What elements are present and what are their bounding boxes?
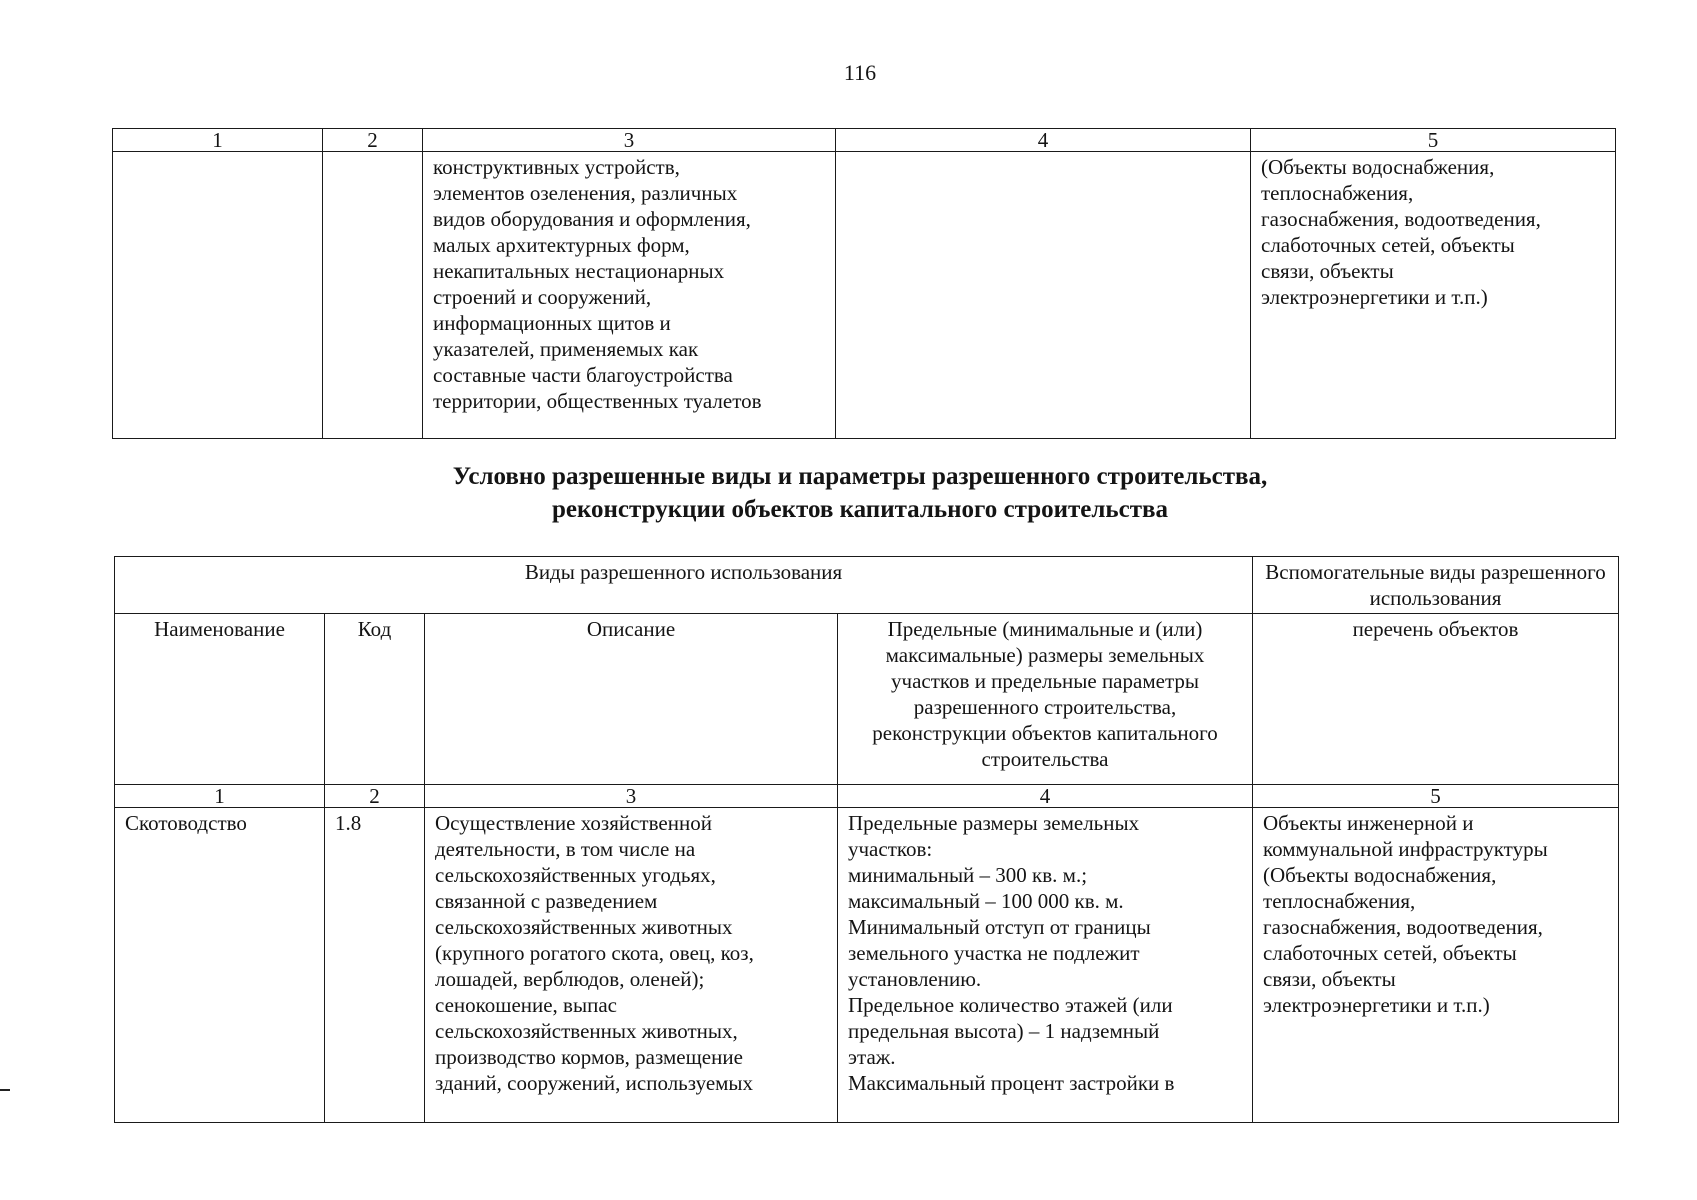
objects-list-header: перечень объектов [1253, 614, 1619, 785]
code-cell: 1.8 [325, 808, 425, 1123]
parameters-line: максимальный – 100 000 кв. м. [848, 889, 1124, 913]
parameters-line: Максимальный процент застройки в [848, 1071, 1175, 1095]
column-number-row [115, 785, 1619, 808]
column-number: 2 [325, 785, 425, 808]
description-line: конструктивных устройств, [433, 155, 680, 179]
auxiliary-line: связи, объекты [1263, 967, 1396, 991]
name-cell [113, 152, 323, 439]
auxiliary-line: слаботочных сетей, объекты [1261, 233, 1515, 257]
parameters-line: Минимальный отступ от границы [848, 915, 1151, 939]
column-number: 3 [425, 785, 838, 808]
auxiliary-cell [1253, 808, 1619, 1123]
description-cell [425, 808, 838, 1123]
description-line: лошадей, верблюдов, оленей); [435, 967, 705, 991]
column-number: 5 [1251, 129, 1616, 152]
auxiliary-line: газоснабжения, водоотведения, [1263, 915, 1543, 939]
parameters-cell [838, 808, 1253, 1123]
description-line: информационных щитов и [433, 311, 671, 335]
description-line: строений и сооружений, [433, 285, 652, 309]
permitted-uses-table [114, 556, 1619, 1123]
parameters-line: этаж. [848, 1045, 896, 1069]
description-line: указателей, применяемых как [433, 337, 699, 361]
auxiliary-line: теплоснабжения, [1261, 181, 1414, 205]
auxiliary-line: электроэнергетики и т.п.) [1263, 993, 1490, 1017]
parameters-line: установлению. [848, 967, 982, 991]
description-line: некапитальных нестационарных [433, 259, 725, 283]
auxiliary-line: электроэнергетики и т.п.) [1261, 285, 1488, 309]
auxiliary-line: (Объекты водоснабжения, [1263, 863, 1497, 887]
description-line: сельскохозяйственных животных, [435, 1019, 738, 1043]
auxiliary-line: (Объекты водоснабжения, [1261, 155, 1495, 179]
description-line: сельскохозяйственных угодьях, [435, 863, 716, 887]
code-cell [323, 152, 423, 439]
name-cell: Скотоводство [115, 808, 325, 1123]
parameters-line: Предельные размеры земельных [848, 811, 1140, 835]
parameters-line: земельного участка не подлежит [848, 941, 1140, 965]
auxiliary-uses-header: Вспомогательные виды разрешенного использования [1253, 557, 1619, 614]
description-line: производство кормов, размещение [435, 1045, 743, 1069]
description-line: составные части благоустройства [433, 363, 733, 387]
permitted-uses-header: Виды разрешенного использования [115, 557, 1253, 614]
table-row [113, 152, 1616, 439]
column-number: 4 [836, 129, 1251, 152]
column-number: 5 [1253, 785, 1619, 808]
auxiliary-cell [1251, 152, 1616, 439]
column-header-row [115, 614, 1619, 785]
section-title-line: Условно разрешенные виды и параметры разрешенного строительства, [452, 463, 1268, 490]
description-line: сельскохозяйственных животных [435, 915, 733, 939]
continuation-table [112, 128, 1616, 439]
parameters-cell [836, 152, 1251, 439]
section-title [0, 460, 1697, 526]
page-number: 116 [843, 60, 877, 85]
parameters-header: Предельные (минимальные и (или) максимальные) размеры земельных участков и предельные параметры разрешенного строительства, реконструкции объектов капитального строительства [838, 614, 1253, 785]
description-line: элементов озеленения, различных [433, 181, 738, 205]
description-line: территории, общественных туалетов [433, 389, 762, 413]
description-line: сенокошение, выпас [435, 993, 617, 1017]
parameters-line: участков: [848, 837, 933, 861]
scan-margin-mark [0, 1089, 10, 1091]
description-line: малых архитектурных форм, [433, 233, 690, 257]
description-line: Осуществление хозяйственной [435, 811, 712, 835]
code-header: Код [325, 614, 425, 785]
auxiliary-line: связи, объекты [1261, 259, 1394, 283]
name-header: Наименование [115, 614, 325, 785]
group-header-row [115, 557, 1619, 614]
parameters-line: предельная высота) – 1 надземный [848, 1019, 1160, 1043]
auxiliary-line: газоснабжения, водоотведения, [1261, 207, 1541, 231]
description-header: Описание [425, 614, 838, 785]
column-number: 1 [115, 785, 325, 808]
column-number: 2 [323, 129, 423, 152]
description-line: видов оборудования и оформления, [433, 207, 751, 231]
description-cell [423, 152, 836, 439]
description-line: связанной с разведением [435, 889, 658, 913]
parameters-line: минимальный – 300 кв. м.; [848, 863, 1088, 887]
auxiliary-line: слаботочных сетей, объекты [1263, 941, 1517, 965]
column-number: 3 [423, 129, 836, 152]
auxiliary-line: Объекты инженерной и [1263, 811, 1474, 835]
description-line: деятельности, в том числе на [435, 837, 696, 861]
description-line: (крупного рогатого скота, овец, коз, [435, 941, 754, 965]
table-row [115, 808, 1619, 1123]
parameters-line: Предельное количество этажей (или [848, 993, 1173, 1017]
column-number-row [113, 129, 1616, 152]
description-line: зданий, сооружений, используемых [435, 1071, 754, 1095]
column-number: 1 [113, 129, 323, 152]
auxiliary-line: коммунальной инфраструктуры [1263, 837, 1548, 861]
section-title-line: реконструкции объектов капитального строительства [551, 496, 1169, 523]
auxiliary-line: теплоснабжения, [1263, 889, 1416, 913]
column-number: 4 [838, 785, 1253, 808]
